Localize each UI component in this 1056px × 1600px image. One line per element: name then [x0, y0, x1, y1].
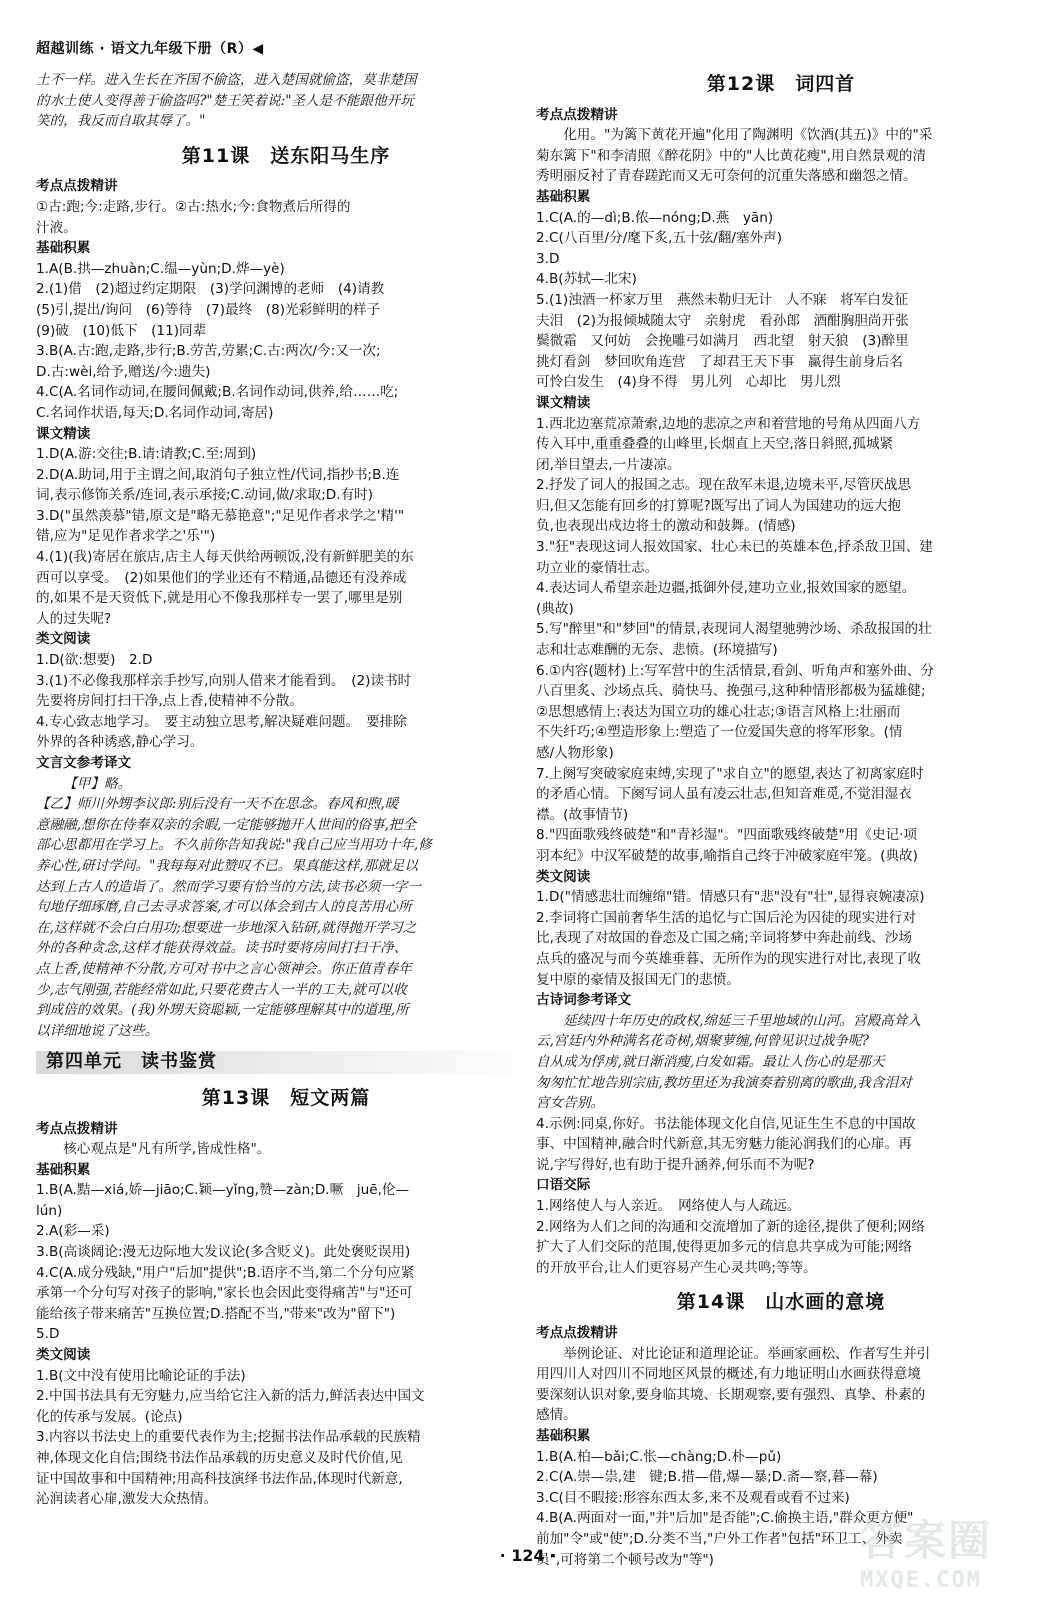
- text-line: 少,志气刚强,若能经常如此,只要花费古人一半的工夫,就可以收: [36, 981, 407, 998]
- text-line: 的开放平台,让人们更容易产生心灵共鸣;等等。: [536, 1259, 817, 1276]
- text-line: 点兵的盛况与而今英雄垂暮、无所作为的现实进行对比,表现了收: [536, 950, 921, 967]
- lesson-14-title: 第14课 山水画的意境: [676, 1291, 886, 1314]
- text-line: 5.D: [36, 1326, 60, 1343]
- text-line: 到成倍的效果。(我)外甥天资聪颖,一定能够理解其中的道理,所: [36, 1002, 409, 1019]
- text-line: 4.B(A.两面对一面,"并"后加"是否能";C.偷换主语,"群众更方便": [536, 1510, 914, 1527]
- watermark-logo: [860, 1508, 1035, 1593]
- text-line: 事、中国精神,融合时代新意,其无穷魅力能沁润我们的心扉。再: [536, 1136, 912, 1153]
- text-line: 以详细地说了这些。: [36, 1022, 159, 1039]
- text-line: 【乙】师川外甥李议郎:别后没有一天不在思念。春风和煦,暖: [36, 796, 399, 813]
- text-line: 1.B(A.柏—bǎi;C.怅—chàng;D.朴—pǔ): [536, 1448, 782, 1465]
- page-number: · 124 ·: [499, 1546, 557, 1565]
- lesson-14-points: [536, 1344, 1026, 1426]
- section-heading: 考点点拨精讲: [36, 1120, 118, 1137]
- text-line: 2.C(A.崇—祟,建 键;B.措—借,爆—暴;D.斋—察,暮—幕): [536, 1469, 878, 1486]
- section-heading: 类文阅读: [36, 631, 91, 648]
- text-line: 4.B(苏轼—北宋): [536, 271, 637, 288]
- text-line: 外界的各种诱惑,静心学习。: [36, 734, 204, 751]
- text-line: 4.C(A.名词作动词,在腰间佩戴;B.名词作动词,供养,给……吃;: [36, 384, 399, 401]
- text-line: 1.D(欲:想要) 2.D: [36, 652, 153, 669]
- text-line: 要深刻认识对象,要身临其境、长期观察,要有强烈、真挚、朴素的: [536, 1386, 926, 1403]
- lesson-11-title: 第11课 送东阳马生序: [181, 144, 391, 167]
- text-line: 秀明丽反衬了青春蹉跎而又无可奈何的沉重失落感和幽怨之情。: [536, 168, 917, 185]
- section-heading: 类文阅读: [36, 1347, 91, 1364]
- text-line: 说,字写得好,也有助于提升涵养,何乐而不为呢?: [536, 1156, 815, 1173]
- text-line: 扩大了人们交际的范围,使得更加多元的信息共享成为可能;网络: [536, 1239, 912, 1256]
- text-line: 归,但又怎能有回乡的打算呢?既写出了词人为国建功的远大抱: [536, 497, 901, 514]
- text-line: 2.李词将亡国前奢华生活的追忆与亡国后沦为囚徒的现实进行对: [536, 909, 916, 926]
- text-line: 襟。(故事情节): [536, 806, 629, 823]
- text-line: 错,应为"足见作者求学之'乐'"): [36, 528, 216, 545]
- text-line: 3.D: [536, 250, 560, 267]
- lesson-12-similar: [536, 887, 1026, 990]
- text-line: 挑灯看剑 梦回吹角连营 了却君王天下事 赢得生前身后名: [536, 353, 904, 370]
- section-heading: 文言文参考译文: [36, 755, 132, 771]
- text-line: 八百里炙、沙场点兵、骑快马、挽强弓,这种种情形都极为猛雄健;: [536, 683, 926, 700]
- section-heading: 课文精读: [36, 425, 91, 442]
- text-line: 3.B(高谈阔论:漫无边际地大发议论(多含贬义)。此处褒贬误用): [36, 1244, 411, 1261]
- text-line: 匆匆忙忙地告别宗庙,教坊里还为我演奏着别离的歌曲,我含泪对: [536, 1074, 912, 1091]
- text-line: 夫泪 (2)为报倾城随太守 亲射虎 看孙郎 酒酣胸胆尚开张: [536, 312, 909, 329]
- section-heading: 基础积累: [536, 1428, 591, 1444]
- text-line: 1.B(A.黠—xiá,娇—jiāo;C.颖—yǐng,赞—zàn;D.噘 juē,伦—: [36, 1182, 410, 1199]
- text-line: 神,体现文化自信;围绕书法作品承载的历史意义及时代价值,见: [36, 1450, 403, 1466]
- text-line: 举例论证、对比论证和道理论证。举画家画松、作者写生并引: [563, 1345, 931, 1362]
- lesson-12-title: 第12课 词四首: [706, 73, 856, 95]
- text-line: 鬓微霜 又何妨 会挽雕弓如满月 西北望 射天狼 (3)醉里: [536, 333, 909, 350]
- translation-a: 【甲】略。: [63, 775, 132, 792]
- text-line: 1.C(A.的—dì;B.侬—nóng;D.燕 yān): [536, 209, 774, 226]
- section-heading: 考点点拨精讲: [536, 106, 618, 123]
- text-line: 云,宫廷内外种满名花奇树,烟聚萝缠,何曾见识过战争呢?: [536, 1033, 869, 1050]
- oral-communication: [536, 1196, 1026, 1278]
- text-line: 延续四十年历史的政权,绵延三千里地域的山河。宫殿高耸入: [563, 1012, 921, 1029]
- text-line: ①古:跑;今:走路,步行。②古:热水;今:食物煮后所得的: [36, 198, 351, 215]
- text-line: 4.专心致志地学习。 要主动独立思考,解决疑难问题。 要排除: [36, 713, 407, 730]
- text-line: 意融融,想你在侍奉双亲的余暇,一定能够抛开人世间的俗事,把全: [36, 816, 416, 833]
- text-line: 宫女告别。: [536, 1095, 604, 1112]
- text-line: 8."四面歌残终破楚"和"青衫湿"。"四面歌残终破楚"用《史记·项: [536, 827, 918, 844]
- section-heading: 口语交际: [536, 1177, 591, 1194]
- text-line: 3."狂"表现这词人报效国家、壮心未已的英雄本色,抒杀敌卫国、建: [536, 539, 933, 556]
- text-line: 1.D(A.游:交往;B.请:请教;C.至:周到): [36, 446, 257, 463]
- text-line: 承第一个分句写对孩子的影响,"家长也会因此变得痛苦"与"还可: [36, 1285, 413, 1302]
- section-heading: 考点点拨精讲: [536, 1325, 618, 1342]
- lesson-13-extra: [536, 1114, 1026, 1176]
- text-line: 2.网络为人们之间的沟通和交流增加了新的途径,提供了便利;网络: [536, 1218, 925, 1235]
- text-line: 3.(1)不必像我那样亲手抄写,向别人借来才能看到。 (2)读书时: [36, 672, 412, 689]
- text-line: 3.C(目不暇接:形容东西太多,来不及观看或看不过来): [536, 1489, 850, 1506]
- text-line: 1.西北边塞荒凉萧索,边地的悲凉之声和着营地的号角从四面八方: [536, 415, 921, 432]
- text-line: 3.D("虽然羡慕"错,原文是"略无慕艳意";"足见作者求学之'精'": [36, 507, 405, 524]
- text-line: 的水土使人变得善于偷盗吗?"楚王笑着说:"圣人是不能跟他开玩: [36, 92, 414, 109]
- text-line: 志和壮志难酬的无奈、悲愤。(环境描写): [536, 642, 778, 659]
- text-line: 3.内容以书法史上的重要代表作为主;挖掘书法作品承载的民族精: [36, 1429, 421, 1446]
- section-heading: 类文阅读: [536, 868, 591, 885]
- text-line: (典故): [536, 600, 574, 617]
- text-line: 养心性,研讨学问。"我每每对此赞叹不已。果真能这样,那就足以: [36, 857, 418, 874]
- intro-continuation: [36, 70, 536, 132]
- text-line: 羽本纪》中汉军破楚的故事,喻指自己终于冲破家庭牢笼。(典故): [536, 847, 918, 864]
- text-line: 2.C(八百里/分/麾下炙,五十弦/翻/塞外声): [536, 230, 783, 247]
- text-line: 菊东篱下"和李清照《醉花阴》中的"人比黄花瘦",用自然景观的清: [536, 147, 927, 164]
- unit-4-banner: 第四单元 读书鉴赏: [36, 1051, 536, 1074]
- text-line: 词,表示修饰关系/连词,表示承接;C.动词,做/求取;D.有时): [36, 487, 374, 504]
- watermark-url: MXQE.COM: [860, 1568, 982, 1593]
- text-line: 能给孩子带来痛苦"互换位置;D.搭配不当,"带来"改为"留下"): [36, 1305, 396, 1322]
- text-line: 句地仔细琢磨,自己去寻求答案,才可以体会到古人的良苦用心所: [36, 899, 412, 916]
- text-line: 的矛盾心情。下阕写词人虽有凌云壮志,但知音难觅,不觉泪湿衣: [536, 786, 912, 803]
- text-line: 笑的，我反而自取其辱了。": [36, 113, 206, 130]
- text-line: 4.示例:同桌,你好。书法能体现文化自信,见证生生不息的中国故: [536, 1115, 916, 1132]
- text-line: 先要将房间打扫干净,点上香,使精神不分散。: [36, 693, 303, 710]
- text-line: 用四川人对四川不同地区风景的概述,有力地证明山水画获得意境: [536, 1366, 921, 1383]
- right-column: [536, 72, 1026, 1570]
- text-line: 7.上阕写突破家庭束缚,实现了"求自立"的愿望,表达了初离家庭时: [536, 765, 924, 782]
- text-line: 前加"令"或"使";D.分类不当,"户外工作者"包括"环卫工、外卖: [536, 1530, 903, 1547]
- text-line: 3.B(A.古:跑,走路,步行;B.劳苦,劳累;C.古:两次/今:又一次;: [36, 343, 381, 360]
- text-line: 外的各种贪念,这样才能获得效益。读书时要将房间打扫干净、: [36, 940, 408, 957]
- lesson-11-points: [36, 197, 536, 238]
- text-line: 5.(1)浊酒一杯家万里 燕然未勒归无计 人不寐 将军白发征: [536, 291, 909, 308]
- lesson-13-title: 第13课 短文两篇: [201, 1086, 371, 1109]
- text-line: 不失纤巧;④塑造形象上:塑造了一位爱国失意的将军形象。(情: [536, 724, 903, 741]
- text-line: 感/人物形象): [536, 745, 614, 761]
- text-line: 沁润读者心扉,激发大众热情。: [36, 1491, 218, 1508]
- section-heading: 考点点拨精讲: [36, 178, 118, 195]
- text-line: 4.(1)(我)寄居在旅店,店主人每天供给两顿饭,没有新鲜肥美的东: [36, 549, 414, 566]
- text-line: 可怜白发生 (4)身不得 男儿列 心却比 男儿烈: [536, 374, 841, 391]
- text-line: 在,这样就不会白白用功;想要进一步地深入钻研,就得抛开学习之: [36, 919, 417, 936]
- text-line: ②思想感情上:表达为国立功的雄心壮志;③语言风格上:壮丽而: [536, 703, 901, 720]
- section-heading: 基础积累: [536, 188, 591, 205]
- text-line: 2.中国书法具有无穷魅力,应当给它注入新的活力,鲜活表达中国文: [36, 1388, 425, 1405]
- lesson-11-text: [36, 444, 536, 629]
- text-line: 1.A(B.拱—zhuàn;C.缊—yùn;D.烨—yè): [36, 260, 285, 277]
- text-line: 2.抒发了词人的报国之志。现在敌军未退,边境未平,尽管厌战思: [536, 477, 912, 494]
- text-line: 闭,举目望去,一片凄凉。: [536, 456, 681, 473]
- lesson-11-similar: [36, 650, 536, 753]
- text-line: 员",可将第二个顿号改为"等"): [536, 1551, 714, 1568]
- lesson-13-points: 核心观点是"凡有所学,皆成性格"。: [63, 1141, 271, 1158]
- lesson-13-basic: [36, 1180, 536, 1345]
- section-heading: 古诗词参考译文: [536, 992, 632, 1009]
- text-line: 达到上古人的造诣了。然而学习要有恰当的方法,读书必须一字一: [36, 878, 421, 895]
- text-line: 6.①内容(题材)上:写军营中的生活情景,看剑、听角声和塞外曲、分: [536, 662, 935, 679]
- text-line: 负,也表现出戍边将士的激动和鼓舞。(情感): [536, 518, 796, 535]
- section-heading: 基础积累: [36, 240, 91, 257]
- text-line: lún): [36, 1202, 63, 1219]
- text-line: 1.B(文中没有使用比喻论证的手法): [36, 1367, 246, 1384]
- lesson-12-translation: [536, 1011, 1026, 1114]
- text-line: 点上香,使精神不分散,方可对书中之言心领神会。你正值青春年: [36, 960, 412, 977]
- text-line: 2.(1)借 (2)超过约定期限 (3)学问渊博的老师 (4)请教: [36, 281, 385, 298]
- text-line: 土不一样。进入生长在齐国不偷盗，进入楚国就偷盗，莫非楚国: [36, 72, 417, 88]
- text-line: 的,如果不是天资低下,就是用心不像我那样专一罢了,哪里是别: [36, 590, 403, 607]
- text-line: 比,表现了对故国的眷恋及亡国之痛;辛词将梦中奔赴前线、沙场: [536, 930, 912, 947]
- text-line: 化用。"为篱下黄花开遍"化用了陶渊明《饮酒(其五)》中的"采: [563, 127, 933, 144]
- text-line: 化的传承与发展。(论点): [36, 1408, 183, 1425]
- text-line: 复中原的豪情及报国无门的悲愤。: [536, 971, 740, 988]
- text-line: (5)引,提出/询问 (6)等待 (7)最终 (8)光彩鲜明的样子: [36, 301, 381, 318]
- text-line: 证中国故事和中国精神;用高科技演绎书法作品,体现时代新意,: [36, 1470, 403, 1487]
- text-line: 部心思都用在学习上。不久前你告知我说:"我自己应当用功十年,修: [36, 837, 432, 854]
- text-line: 功立业的豪情壮志。: [536, 559, 659, 576]
- watermark-text: 答案圈: [860, 1516, 993, 1565]
- running-header: 超越训练 · 语文九年级下册（R）◀: [36, 41, 264, 57]
- left-column: [36, 70, 536, 1510]
- text-line: 4.C(A.成分残缺,"用户"后加"提供";B.语序不当,第二个分句应紧: [36, 1264, 415, 1281]
- text-line: 传入耳中,重重叠叠的山峰里,长烟直上天空,落日斜照,孤城紧: [536, 436, 894, 453]
- lesson-12-basic: [536, 208, 1026, 393]
- text-line: 自从成为俘虏,就日渐消瘦,白发如霜。最让人伤心的是那天: [536, 1053, 885, 1070]
- lesson-13-similar: [36, 1366, 536, 1510]
- lesson-11-translation: [36, 794, 536, 1041]
- text-line: 4.表达词人希望亲赴边疆,抵御外侵,建功立业,报效国家的愿望。: [536, 580, 916, 597]
- text-line: 1.网络使人与人亲近。 网络使人与人疏远。: [536, 1198, 801, 1215]
- text-line: 1.D("情感悲壮而缠绵"错。情感只有"悲"没有"壮",显得哀婉凄凉): [536, 889, 925, 906]
- text-line: D.古:wèi,给予,赠送/今:遗失): [36, 363, 211, 380]
- text-line: 2.A(彩—采): [36, 1223, 110, 1240]
- text-line: 人的过失呢?: [36, 610, 112, 627]
- lesson-12-text: [536, 414, 1026, 867]
- text-line: 西可以享受。 (2)如果他们的学业还有不精通,品德还有没养成: [36, 569, 407, 586]
- text-line: C.名词作状语,每天;D.名词作动词,寄居): [36, 404, 274, 421]
- text-line: 汁液。: [36, 219, 77, 236]
- lesson-11-basic: [36, 259, 536, 424]
- text-line: 5.写"醉里"和"梦回"的情景,表现词人渴望驰骋沙场、杀敌报国的壮: [536, 621, 932, 638]
- lesson-12-points: [536, 125, 1026, 187]
- section-heading: 基础积累: [36, 1161, 91, 1178]
- text-line: 2.D(A.助词,用于主谓之间,取消句子独立性/代词,指抄书;B.连: [36, 466, 400, 483]
- section-heading: 课文精读: [536, 394, 591, 411]
- text-line: (9)破 (10)低下 (11)同辈: [36, 322, 207, 339]
- text-line: 感情。: [536, 1407, 577, 1424]
